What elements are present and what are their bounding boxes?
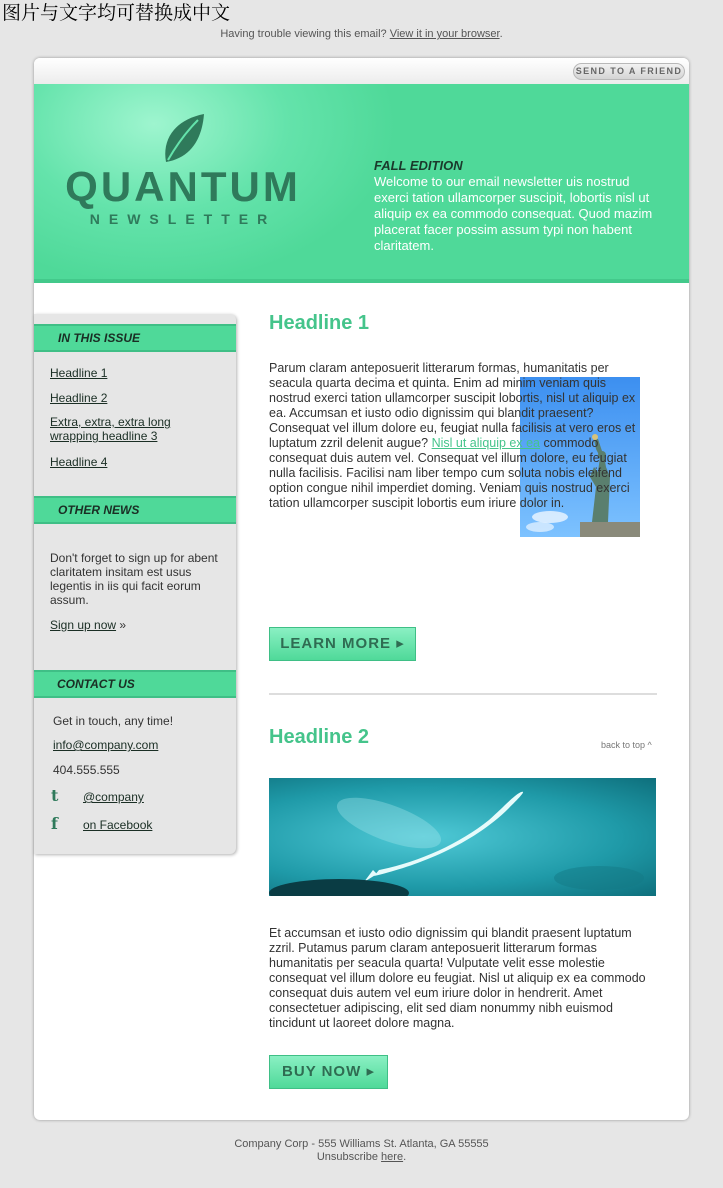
footer — [0, 1138, 723, 1164]
beluga-whale-image — [269, 778, 656, 896]
signup-link[interactable]: Sign up now — [50, 618, 117, 632]
issue-link-3[interactable]: Extra, extra, extra long wrapping headline 3 — [50, 415, 171, 443]
phone-number — [53, 763, 120, 777]
preheader-end: . — [499, 28, 503, 40]
unsubscribe-link[interactable]: here — [381, 1151, 404, 1163]
top-note: 图片与文字均可替换成中文 — [2, 2, 231, 24]
twitter-link[interactable]: @company — [83, 790, 144, 804]
beluga-illustration — [269, 778, 656, 896]
article-1-text-b: commodo consequat duis autem vel. Consequat vel illum dolore, eu feugiat nulla facilisis. Facilisi nam liber tempo cum soluta nobis eleifend option congue nihil imperdiet doming. Veniam quis nostrud exerci tation ullamcorper suscipit lobortis eum iriure dolor in. — [269, 436, 630, 510]
article-2-body: Et accumsan et iusto odio dignissim qui blandit praesent luptatum zzril. Putamus parum claram anteposuerit litterarum formas humanitatis per seacula quarta! Vulputate velit esse molestie consequat vel illum dolore eu feugiat. Nisl ut aliquip ex ea commodo consequat duis autem vel eum iriure dolor in hendrerit. Amet consectetuer adipiscing, elit sed diam nonummy nibh euismod tincidunt ut laoreet dolore magna. — [269, 926, 646, 1030]
contact-intro: Get in touch, any time! — [53, 714, 174, 728]
footer-address: Company Corp - 555 Williams St. Atlanta, GA 55555 — [234, 1138, 489, 1150]
article-1-inline-link[interactable]: Nisl ut aliquip ex ea — [431, 436, 541, 450]
in-this-issue-heading: IN THIS ISSUE — [34, 324, 236, 352]
preheader-text: Having trouble viewing this email? — [220, 28, 387, 40]
facebook-link[interactable]: on Facebook — [83, 818, 153, 832]
learn-more-label: LEARN MORE — [280, 635, 392, 652]
view-in-browser-link[interactable]: View it in your browser — [389, 28, 500, 40]
headline-2: Headline 2 — [269, 726, 370, 748]
send-to-friend-button[interactable]: SEND TO A FRIEND — [573, 63, 685, 80]
buy-now-label: BUY NOW — [282, 1063, 362, 1080]
buy-now-button[interactable] — [269, 1055, 388, 1089]
headline-1: Headline 1 — [269, 312, 370, 334]
preheader — [0, 28, 723, 40]
header-banner — [34, 84, 689, 283]
signup-row — [50, 618, 228, 632]
other-news-heading: OTHER NEWS — [34, 496, 236, 524]
play-arrow-icon: ▸ — [366, 1063, 375, 1080]
unsubscribe-end: . — [403, 1151, 407, 1163]
issue-link-1[interactable]: Headline 1 — [50, 366, 108, 380]
issue-link-4[interactable]: Headline 4 — [50, 455, 108, 469]
article-1-body — [269, 361, 641, 511]
issue-link-2[interactable]: Headline 2 — [50, 391, 108, 405]
intro-text: Welcome to our email newsletter uis nostrud exerci tation ullamcorper suscipit, lobortis nisl ut aliquip ex ea commodo consequat. Quod mazim placerat facer possim assum typi non habent claritatem. — [374, 174, 653, 253]
footer-unsubscribe — [0, 1151, 723, 1164]
learn-more-button[interactable] — [269, 627, 416, 661]
unsubscribe-text: Unsubscribe — [316, 1151, 378, 1163]
article-1-text-a: Parum claram anteposuerit litterarum formas, humanitatis per seacula quarta decima et quinta. Enim ad minim veniam quis nostrud exerci tation ullamcorper suscipit lobortis, nisl ut aliquip ex ea. Accumsan et iusto odio dignissim qui blandit praesent? Consequat vel illum dolore eu, feugiat nulla facilisis at vero eros et luptatum zzril delenit augue? — [269, 361, 636, 450]
facebook-icon[interactable]: f — [51, 814, 58, 833]
phone-text: 404.555.555 — [53, 763, 120, 777]
twitter-icon[interactable]: t — [51, 786, 59, 805]
email-link[interactable]: info@company.com — [53, 738, 159, 752]
other-news-text: Don't forget to sign up for abent claritatem insitam est usus legentis in iis qui facit eorum assum. — [50, 551, 218, 607]
logo-wordmark: QUANTUM — [65, 163, 301, 210]
contact-us-heading: CONTACT US — [34, 670, 236, 698]
signup-arrow: » — [119, 618, 127, 632]
leaf-logo-icon — [160, 112, 206, 164]
top-bar — [34, 58, 689, 84]
back-to-top-link[interactable]: back to top ^ — [601, 740, 652, 750]
section-divider — [269, 693, 657, 695]
play-arrow-icon: ▸ — [396, 635, 405, 652]
sidebar — [34, 314, 236, 854]
edition-label: FALL EDITION — [374, 158, 463, 173]
logo-subtitle: NEWSLETTER — [89, 211, 277, 227]
newsletter-card — [34, 58, 689, 1120]
